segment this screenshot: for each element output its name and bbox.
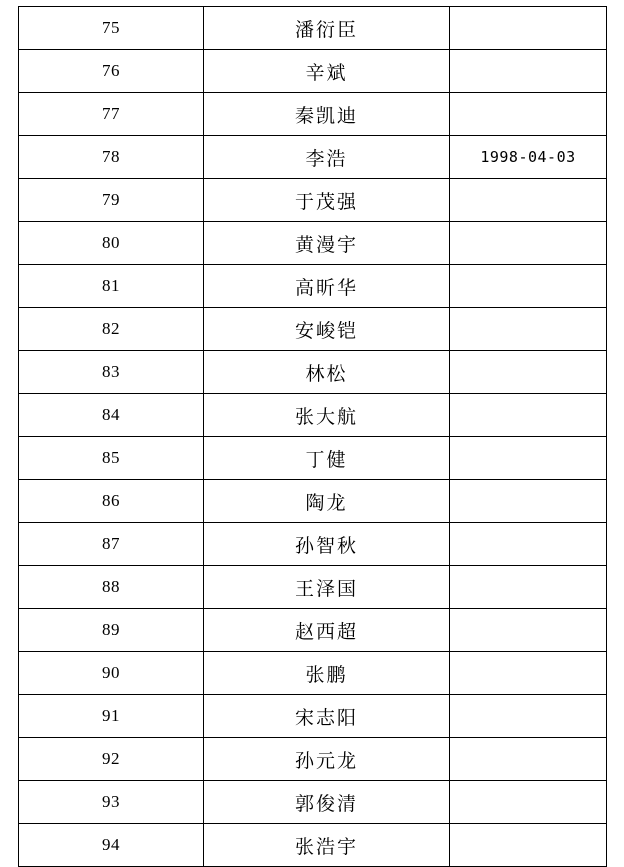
row-index-cell: 84 bbox=[19, 394, 204, 437]
row-birthdate-cell bbox=[450, 179, 607, 222]
row-index-cell: 92 bbox=[19, 738, 204, 781]
row-index-cell: 77 bbox=[19, 93, 204, 136]
row-name-cell: 安峻铠 bbox=[204, 308, 450, 351]
table-row bbox=[19, 480, 607, 523]
table-row bbox=[19, 738, 607, 781]
table-row bbox=[19, 609, 607, 652]
row-index-cell: 79 bbox=[19, 179, 204, 222]
row-index-cell: 80 bbox=[19, 222, 204, 265]
table-row bbox=[19, 351, 607, 394]
table-row bbox=[19, 136, 607, 179]
row-name-cell: 高昕华 bbox=[204, 265, 450, 308]
table-row bbox=[19, 265, 607, 308]
row-name-cell: 宋志阳 bbox=[204, 695, 450, 738]
row-birthdate-cell bbox=[450, 93, 607, 136]
table-row bbox=[19, 781, 607, 824]
table-row bbox=[19, 652, 607, 695]
row-name-cell: 张鹏 bbox=[204, 652, 450, 695]
row-index-cell: 87 bbox=[19, 523, 204, 566]
row-name-cell: 黄漫宇 bbox=[204, 222, 450, 265]
row-birthdate-cell bbox=[450, 738, 607, 781]
row-birthdate-cell bbox=[450, 695, 607, 738]
row-name-cell: 张大航 bbox=[204, 394, 450, 437]
table-row bbox=[19, 93, 607, 136]
row-birthdate-cell bbox=[450, 781, 607, 824]
row-birthdate-cell: 1998-04-03 bbox=[450, 136, 607, 179]
row-index-cell: 86 bbox=[19, 480, 204, 523]
table-row bbox=[19, 222, 607, 265]
row-index-cell: 76 bbox=[19, 50, 204, 93]
row-name-cell: 于茂强 bbox=[204, 179, 450, 222]
roster-table-body bbox=[19, 7, 607, 867]
table-row bbox=[19, 7, 607, 50]
row-birthdate-cell bbox=[450, 265, 607, 308]
table-row bbox=[19, 308, 607, 351]
row-index-cell: 88 bbox=[19, 566, 204, 609]
row-birthdate-cell bbox=[450, 394, 607, 437]
row-index-cell: 83 bbox=[19, 351, 204, 394]
row-name-cell: 辛斌 bbox=[204, 50, 450, 93]
table-row bbox=[19, 50, 607, 93]
row-birthdate-cell bbox=[450, 480, 607, 523]
row-name-cell: 丁健 bbox=[204, 437, 450, 480]
row-birthdate-cell bbox=[450, 609, 607, 652]
row-index-cell: 82 bbox=[19, 308, 204, 351]
row-birthdate-cell bbox=[450, 824, 607, 867]
row-birthdate-cell bbox=[450, 351, 607, 394]
table-row bbox=[19, 394, 607, 437]
row-index-cell: 78 bbox=[19, 136, 204, 179]
row-name-cell: 林松 bbox=[204, 351, 450, 394]
row-birthdate-cell bbox=[450, 50, 607, 93]
row-index-cell: 93 bbox=[19, 781, 204, 824]
table-row bbox=[19, 824, 607, 867]
row-name-cell: 张浩宇 bbox=[204, 824, 450, 867]
row-name-cell: 郭俊清 bbox=[204, 781, 450, 824]
row-birthdate-cell bbox=[450, 308, 607, 351]
table-row bbox=[19, 179, 607, 222]
row-name-cell: 孙智秋 bbox=[204, 523, 450, 566]
row-name-cell: 潘衍臣 bbox=[204, 7, 450, 50]
row-index-cell: 85 bbox=[19, 437, 204, 480]
row-name-cell: 李浩 bbox=[204, 136, 450, 179]
row-birthdate-cell bbox=[450, 652, 607, 695]
row-name-cell: 陶龙 bbox=[204, 480, 450, 523]
row-index-cell: 90 bbox=[19, 652, 204, 695]
row-birthdate-cell bbox=[450, 7, 607, 50]
row-name-cell: 赵西超 bbox=[204, 609, 450, 652]
table-row bbox=[19, 437, 607, 480]
row-birthdate-cell bbox=[450, 222, 607, 265]
row-birthdate-cell bbox=[450, 437, 607, 480]
table-row bbox=[19, 566, 607, 609]
table-row bbox=[19, 695, 607, 738]
row-index-cell: 91 bbox=[19, 695, 204, 738]
row-index-cell: 94 bbox=[19, 824, 204, 867]
roster-table bbox=[18, 6, 607, 867]
row-name-cell: 孙元龙 bbox=[204, 738, 450, 781]
table-row bbox=[19, 523, 607, 566]
row-index-cell: 81 bbox=[19, 265, 204, 308]
row-index-cell: 89 bbox=[19, 609, 204, 652]
row-birthdate-cell bbox=[450, 566, 607, 609]
row-name-cell: 王泽国 bbox=[204, 566, 450, 609]
row-name-cell: 秦凯迪 bbox=[204, 93, 450, 136]
row-birthdate-cell bbox=[450, 523, 607, 566]
row-index-cell: 75 bbox=[19, 7, 204, 50]
